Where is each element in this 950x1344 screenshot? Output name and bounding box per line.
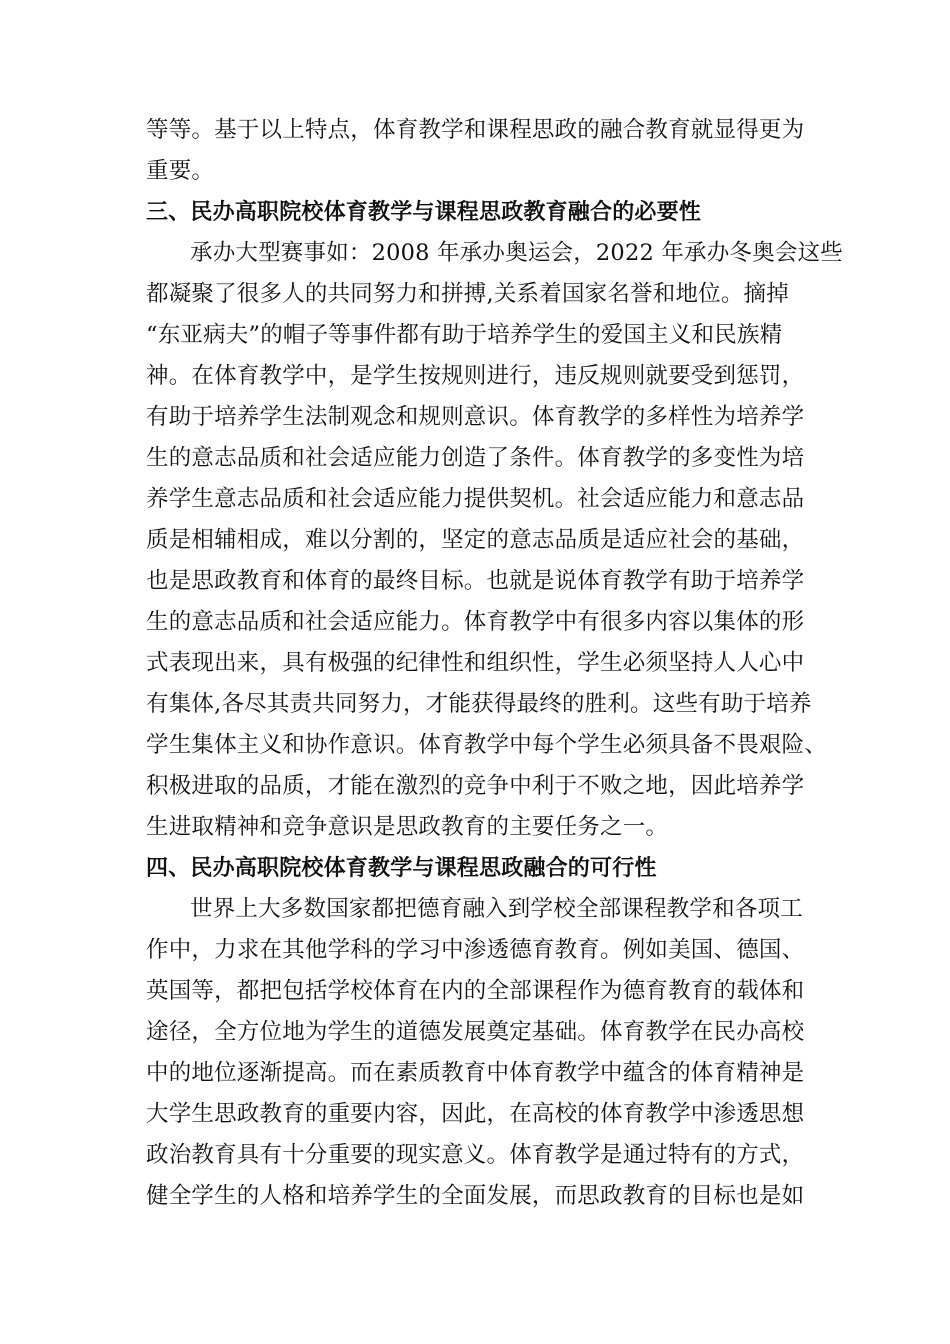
paragraph-line: 政治教育具有十分重要的现实意义。体育教学是通过特有的方式， bbox=[146, 1142, 805, 1168]
paragraph-line: 健全学生的人格和培养学生的全面发展，而思政教育的目标也是如 bbox=[146, 1183, 805, 1209]
paragraph-line: 中的地位逐渐提高。而在素质教育中体育教学中蕴含的体育精神是 bbox=[146, 1060, 805, 1086]
paragraph-line: 有集体,各尽其责共同努力，才能获得最终的胜利。这些有助于培养 bbox=[146, 691, 812, 717]
section-heading-4: 四、民办高职院校体育教学与课程思政融合的可行性 bbox=[146, 855, 657, 881]
paragraph-line: 途径，全方位地为学生的道德发展奠定基础。体育教学在民办高校 bbox=[146, 1019, 805, 1045]
section-heading-3: 三、民办高职院校体育教学与课程思政教育融合的必要性 bbox=[146, 199, 702, 225]
paragraph-line: 式表现出来，具有极强的纪律性和组织性，学生必须坚持人人心中 bbox=[146, 650, 805, 676]
paragraph-line: 世界上大多数国家都把德育融入到学校全部课程教学和各项工 bbox=[190, 896, 803, 922]
paragraph-line: 都凝聚了很多人的共同努力和拼搏,关系着国家名誉和地位。摘掉 bbox=[146, 281, 789, 307]
paragraph-line: 质是相辅相成，难以分割的，坚定的意志品质是适应社会的基础， bbox=[146, 527, 805, 553]
paragraph-line: 英国等，都把包括学校体育在内的全部课程作为德育教育的载体和 bbox=[146, 978, 805, 1004]
paragraph-line: 作中，力求在其他学科的学习中渗透德育教育。例如美国、德国、 bbox=[146, 937, 805, 963]
paragraph-line: 生的意志品质和社会适应能力创造了条件。体育教学的多变性为培 bbox=[146, 445, 805, 471]
paragraph-line: 等等。基于以上特点，体育教学和课程思政的融合教育就显得更为 bbox=[146, 117, 805, 143]
paragraph-line: 重要。 bbox=[146, 158, 215, 184]
paragraph-line: “东亚病夫”的帽子等事件都有助于培养学生的爱国主义和民族精 bbox=[146, 322, 783, 348]
paragraph-line: 神。在体育教学中，是学生按规则进行，违反规则就要受到惩罚， bbox=[146, 363, 805, 389]
paragraph-line: 也是思政教育和体育的最终目标。也就是说体育教学有助于培养学 bbox=[146, 568, 805, 594]
paragraph-line: 生的意志品质和社会适应能力。体育教学中有很多内容以集体的形 bbox=[146, 609, 805, 635]
paragraph-line: 生进取精神和竞争意识是思政教育的主要任务之一。 bbox=[146, 814, 669, 840]
paragraph-line: 大学生思政教育的重要内容，因此，在高校的体育教学中渗透思想 bbox=[146, 1101, 805, 1127]
paragraph-line: 承办大型赛事如：2008 年承办奥运会，2022 年承办冬奥会这些 bbox=[190, 240, 843, 266]
paragraph-line: 有助于培养学生法制观念和规则意识。体育教学的多样性为培养学 bbox=[146, 404, 805, 430]
paragraph-line: 养学生意志品质和社会适应能力提供契机。社会适应能力和意志品 bbox=[146, 486, 805, 512]
paragraph-line: 积极进取的品质，才能在激烈的竞争中利于不败之地，因此培养学 bbox=[146, 773, 805, 799]
paragraph-line: 学生集体主义和协作意识。体育教学中每个学生必须具备不畏艰险、 bbox=[146, 732, 828, 758]
